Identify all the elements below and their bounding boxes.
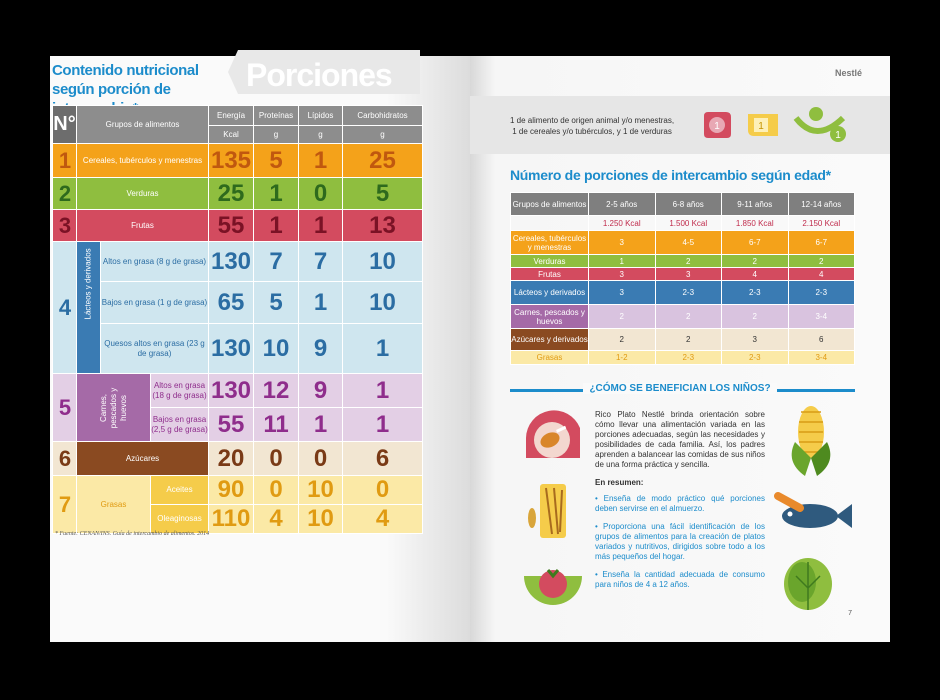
value-cell: 6-7 — [722, 231, 789, 255]
svg-text:1: 1 — [758, 121, 764, 132]
table-row — [511, 281, 855, 305]
table-row — [53, 324, 423, 374]
table-row — [511, 231, 855, 255]
group-cell: Carnes, pescados y huevos — [511, 305, 589, 329]
table-row — [511, 268, 855, 281]
header-kcal: Kcal — [209, 126, 254, 144]
energy-value: 130 — [209, 242, 254, 282]
carb-value: 4 — [343, 505, 423, 534]
bullet-item: • Enseña la cantidad adecuada de consumo para niños de 4 a 12 años. — [595, 570, 765, 589]
table-row — [511, 329, 855, 351]
group-name: Cereales, tubérculos y menestras — [77, 144, 209, 178]
subgroup-name: Oleaginosas — [151, 505, 209, 534]
energy-value: 135 — [209, 144, 254, 178]
table-row — [53, 144, 423, 178]
header-cell: 2-5 años — [589, 193, 656, 216]
energy-value: 55 — [209, 210, 254, 242]
group-number: 1 — [53, 144, 77, 178]
value-cell: 3 — [589, 268, 656, 281]
header-g: g — [254, 126, 299, 144]
header-no: N° — [53, 106, 77, 144]
protein-value: 7 — [254, 242, 299, 282]
value-cell: 3 — [655, 268, 722, 281]
carb-value: 6 — [343, 442, 423, 476]
group-name: Verduras — [77, 178, 209, 210]
benefits-heading: ¿CÓMO SE BENEFICIAN LOS NIÑOS? — [470, 383, 890, 394]
lipid-value: 1 — [299, 144, 343, 178]
nestle-logo: Nestlé — [834, 68, 862, 78]
protein-value: 0 — [254, 476, 299, 505]
protein-value: 11 — [254, 408, 299, 442]
energy-value: 130 — [209, 324, 254, 374]
carb-value: 1 — [343, 408, 423, 442]
group-name: Grasas — [77, 476, 151, 534]
kcal-cell: 2.150 Kcal — [788, 216, 855, 231]
group-cell: Lácteos y derivados — [511, 281, 589, 305]
subgroup-name: Bajos en grasa (1 g de grasa) — [101, 282, 209, 324]
value-cell: 2 — [722, 255, 789, 268]
group-number: 7 — [53, 476, 77, 534]
subgroup-name: Quesos altos en grasa (23 g de grasa) — [101, 324, 209, 374]
group-cell: Azúcares y derivados — [511, 329, 589, 351]
header-cell: Grupos de alimentos — [511, 193, 589, 216]
carb-value: 25 — [343, 144, 423, 178]
value-cell: 2 — [788, 255, 855, 268]
age-portions-table — [510, 192, 855, 365]
energy-value: 65 — [209, 282, 254, 324]
protein-value: 4 — [254, 505, 299, 534]
group-number: 5 — [53, 374, 77, 442]
kcal-cell: 1.250 Kcal — [589, 216, 656, 231]
cereals-icon — [518, 478, 588, 542]
value-cell: 2 — [589, 305, 656, 329]
value-cell: 6-7 — [788, 231, 855, 255]
protein-value: 5 — [254, 144, 299, 178]
left-page-title: Contenido nutricional según porción de — [52, 62, 199, 98]
kcal-cell: 1.500 Kcal — [655, 216, 722, 231]
portions-band-text: 1 de alimento de origen animal y/o menestras, 1 de cereales y/o tubérculos, y 1 de verduras — [510, 116, 675, 136]
bullet-item: • Enseña de modo práctico qué porciones deben servirse en el almuerzo. — [595, 494, 765, 513]
value-cell: 3 — [722, 329, 789, 351]
value-cell: 1-2 — [589, 351, 656, 365]
plate-portions-icon — [698, 104, 863, 144]
lipid-value: 1 — [299, 408, 343, 442]
carb-value: 10 — [343, 282, 423, 324]
energy-value: 20 — [209, 442, 254, 476]
table-row — [53, 178, 423, 210]
svg-text:1: 1 — [835, 130, 841, 141]
header-proteinas: Proteínas — [254, 106, 299, 126]
protein-value: 10 — [254, 324, 299, 374]
lipid-value: 0 — [299, 178, 343, 210]
table-row — [511, 305, 855, 329]
energy-value: 90 — [209, 476, 254, 505]
subgroup-name: Aceites — [151, 476, 209, 505]
value-cell: 2 — [722, 305, 789, 329]
kcal-cell: 1.850 Kcal — [722, 216, 789, 231]
table-row — [53, 242, 423, 282]
group-name: Azúcares — [77, 442, 209, 476]
group-name: Frutas — [77, 210, 209, 242]
header-lipidos: Lípidos — [299, 106, 343, 126]
value-cell: 2-3 — [722, 281, 789, 305]
energy-value: 130 — [209, 374, 254, 408]
right-page — [470, 56, 890, 642]
kcal-row — [511, 216, 855, 231]
header-g: g — [299, 126, 343, 144]
lipid-value: 9 — [299, 324, 343, 374]
value-cell: 3 — [589, 281, 656, 305]
value-cell: 3-4 — [788, 305, 855, 329]
bullet-item: • Proporciona una fácil identificación de los grupos de alimentos para la creación de platos variados y nutritivos, dirigidos sobre todo a los más pequeños del hogar. — [595, 522, 765, 561]
tomato-plate-icon — [518, 550, 588, 614]
header-carbohidratos: Carbohidratos — [343, 106, 423, 126]
lettuce-icon — [770, 548, 850, 618]
carb-value: 5 — [343, 178, 423, 210]
value-cell: 2-3 — [655, 281, 722, 305]
energy-value: 25 — [209, 178, 254, 210]
corn-icon — [775, 402, 845, 482]
porciones-banner-text: Porciones — [246, 57, 392, 93]
lipid-value: 10 — [299, 505, 343, 534]
value-cell: 2 — [655, 329, 722, 351]
table-row — [53, 476, 423, 505]
header-group: Grupos de alimentos — [77, 106, 209, 144]
group-number: 4 — [53, 242, 77, 374]
value-cell: 4 — [788, 268, 855, 281]
summary-label: En resumen: — [595, 478, 644, 487]
header-cell: 6-8 años — [655, 193, 722, 216]
energy-value: 55 — [209, 408, 254, 442]
carb-value: 1 — [343, 374, 423, 408]
value-cell: 4-5 — [655, 231, 722, 255]
energy-value: 110 — [209, 505, 254, 534]
table-row — [511, 351, 855, 365]
value-cell: 3 — [589, 231, 656, 255]
value-cell: 2 — [655, 255, 722, 268]
group-cell: Verduras — [511, 255, 589, 268]
lipid-value: 1 — [299, 282, 343, 324]
lipid-value: 7 — [299, 242, 343, 282]
lipid-value: 1 — [299, 210, 343, 242]
group-cell: Cereales, tubérculos y menestras — [511, 231, 589, 255]
source-note: * Fuente: CENAN/INS. Guía de intercambio de alimentos. 2014 — [55, 531, 210, 537]
intro-paragraph: Rico Plato Nestlé brinda orientación sobre cómo llevar una alimentación variada en las porciones adecuadas, según las necesidades y posibilidades de cada familia. Así, los padres aprenden a balancear las comidas de sus niños de una forma práctica y sencilla. — [595, 410, 765, 469]
group-cell: Frutas — [511, 268, 589, 281]
group-number: 3 — [53, 210, 77, 242]
group-number: 2 — [53, 178, 77, 210]
value-cell: 2-3 — [788, 281, 855, 305]
protein-value: 0 — [254, 442, 299, 476]
value-cell: 2-3 — [655, 351, 722, 365]
protein-value: 1 — [254, 210, 299, 242]
carb-value: 0 — [343, 476, 423, 505]
value-cell: 2 — [589, 329, 656, 351]
carb-value: 10 — [343, 242, 423, 282]
value-cell: 4 — [722, 268, 789, 281]
subgroup-name: Altos en grasa (8 g de grasa) — [101, 242, 209, 282]
value-cell: 2-3 — [722, 351, 789, 365]
table-row — [53, 374, 423, 408]
group-cell: Grasas — [511, 351, 589, 365]
value-cell: 3-4 — [788, 351, 855, 365]
table-row — [53, 210, 423, 242]
subgroup-name: Bajos en grasa (2,5 g de grasa) — [151, 408, 209, 442]
header-g: g — [343, 126, 423, 144]
value-cell: 1 — [589, 255, 656, 268]
nutrition-table — [52, 105, 423, 534]
header-cell: 9-11 años — [722, 193, 789, 216]
value-cell: 2 — [655, 305, 722, 329]
protein-value: 5 — [254, 282, 299, 324]
group-name-vertical: Carnes, pescados y huevos — [77, 374, 151, 442]
chicken-plate-icon — [518, 408, 588, 472]
header-cell: 12-14 años — [788, 193, 855, 216]
protein-value: 1 — [254, 178, 299, 210]
table-row — [511, 255, 855, 268]
group-name-vertical: Lácteos y derivados — [77, 242, 101, 374]
table-row — [53, 282, 423, 324]
right-page-title: Número de porciones de intercambio según edad* — [510, 167, 831, 183]
group-number: 6 — [53, 442, 77, 476]
table-row — [53, 442, 423, 476]
svg-text:1: 1 — [714, 121, 720, 132]
carb-value: 1 — [343, 324, 423, 374]
fish-icon — [770, 486, 855, 546]
lipid-value: 0 — [299, 442, 343, 476]
table-header-row — [511, 193, 855, 216]
subgroup-name: Altos en grasa (18 g de grasa) — [151, 374, 209, 408]
protein-value: 12 — [254, 374, 299, 408]
page-number: 7 — [848, 610, 852, 617]
value-cell: 6 — [788, 329, 855, 351]
benefits-body — [595, 410, 765, 598]
lipid-value: 9 — [299, 374, 343, 408]
carb-value: 13 — [343, 210, 423, 242]
header-energia: Energía — [209, 106, 254, 126]
lipid-value: 10 — [299, 476, 343, 505]
